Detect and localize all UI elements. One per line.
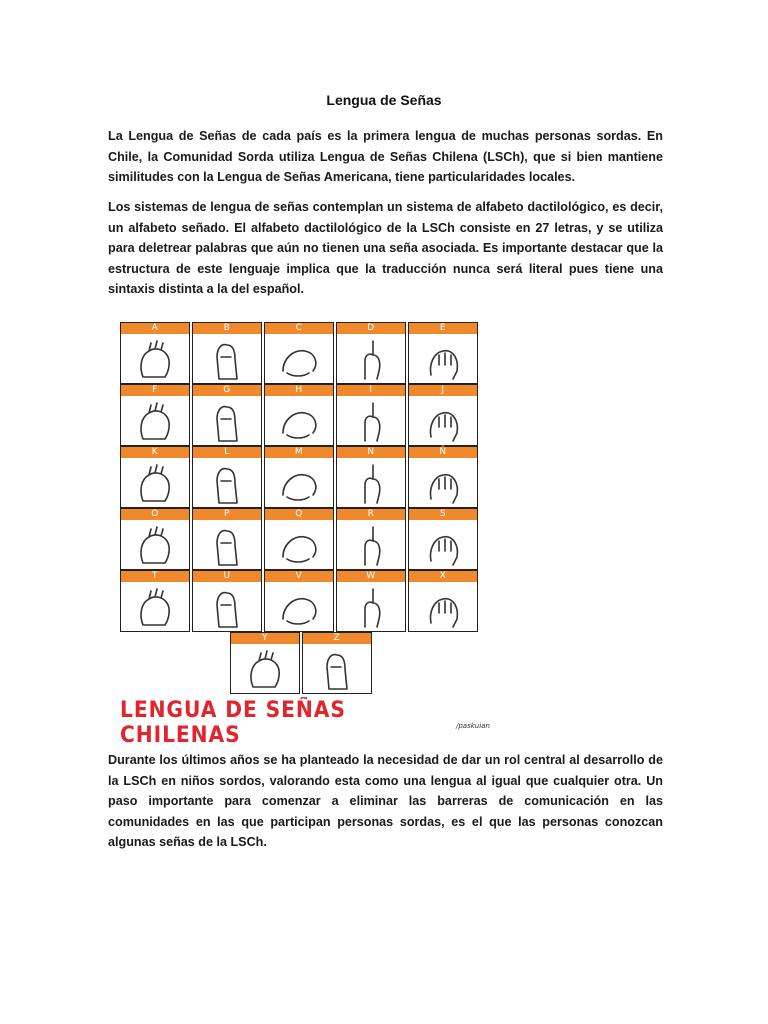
sign-letter-label: O [121,509,189,520]
sign-letter-label: T [121,571,189,582]
sign-cell [120,384,190,446]
hand-sign-icon [201,399,255,443]
sign-letter-label: W [337,571,405,582]
hand-sign-icon [273,337,327,381]
sign-letter-label: S [409,509,477,520]
sign-letter-label: L [193,447,261,458]
sign-letter-label: Z [303,633,371,644]
sign-letter-label: B [193,323,261,334]
paragraph-conclusion: Durante los últimos años se ha planteado la necesidad de dar un rol central al desarrollo de la LSCh en niños sordos, valorando esta como una lengua al igual que cualquier otra. Un paso importante para comenzar a eliminar las barreras de comunicación en las comunidades en las que participan personas sordas, es el que las personas conozcan algunas señas de la LSCh. [108,753,663,849]
sign-cell [120,446,190,508]
paragraph-alphabet: Los sistemas de lengua de señas contemplan un sistema de alfabeto dactilológico, es decir, un alfabeto señado. El alfabeto dactilológico de la LSCh consiste en 27 letras, y se utiliza para deletrear palabras que aún no tienen una seña asociada. Es importante destacar que la estructura de este lenguaje implica que la traducción nunca será literal pues tiene una sintaxis distinta a la del español. [108,200,663,296]
hand-sign-icon [201,461,255,505]
hand-sign-icon [345,461,399,505]
hand-sign-icon [345,585,399,629]
sign-cell [230,632,300,694]
hand-sign-icon [129,461,183,505]
page-title: Lengua de Señas [326,92,442,108]
sign-letter-label: D [337,323,405,334]
sign-letter-label: X [409,571,477,582]
hand-sign-icon [417,585,471,629]
hand-sign-icon [129,585,183,629]
hand-sign-icon [201,523,255,567]
sign-cell [302,632,372,694]
sign-cell [120,508,190,570]
sign-letter-label: V [265,571,333,582]
hand-sign-icon [417,399,471,443]
sign-letter-label: G [193,385,261,396]
hand-sign-icon [417,337,471,381]
sign-cell [120,322,190,384]
sign-cell [264,446,334,508]
hand-sign-icon [273,461,327,505]
hand-sign-icon [239,647,293,691]
sign-cell [264,508,334,570]
hand-sign-icon [201,585,255,629]
hand-sign-icon [273,585,327,629]
chart-banner: LENGUA DE SEÑAS CHILENAS [120,698,346,748]
sign-cell [408,446,478,508]
paragraph-intro: La Lengua de Señas de cada país es la primera lengua de muchas personas sordas. En Chile, la Comunidad Sorda utiliza Lengua de Señas Chilena (LSCh), que si bien mantiene similitudes con la Lengua de Señas Americana, tiene particularidades locales. [108,129,663,184]
hand-sign-icon [129,337,183,381]
sign-letter-label: U [193,571,261,582]
hand-sign-icon [129,399,183,443]
sign-cell [336,446,406,508]
sign-cell [192,384,262,446]
sign-cell [408,508,478,570]
hand-sign-icon [201,337,255,381]
sign-cell [192,570,262,632]
sign-letter-label: Q [265,509,333,520]
sign-cell [192,446,262,508]
sign-cell [336,384,406,446]
hand-sign-icon [273,523,327,567]
hand-sign-icon [345,523,399,567]
sign-letter-label: F [121,385,189,396]
sign-alphabet-chart [110,322,490,748]
sign-cell [408,570,478,632]
sign-cell [408,384,478,446]
hand-sign-icon [345,337,399,381]
hand-sign-icon [417,461,471,505]
sign-letter-label: K [121,447,189,458]
sign-cell [192,322,262,384]
sign-cell [192,508,262,570]
sign-letter-label: E [409,323,477,334]
sign-letter-label: H [265,385,333,396]
hand-sign-icon [345,399,399,443]
sign-cell [336,508,406,570]
sign-letter-label: Ñ [409,447,477,458]
sign-letter-label: I [337,385,405,396]
sign-letter-label: J [409,385,477,396]
sign-cell [264,322,334,384]
hand-sign-icon [129,523,183,567]
sign-letter-label: R [337,509,405,520]
sign-letter-label: P [193,509,261,520]
hand-sign-icon [417,523,471,567]
sign-cell [336,322,406,384]
hand-sign-icon [311,647,365,691]
sign-cell [408,322,478,384]
chart-signature: /paskuian [456,722,490,730]
hand-sign-icon [273,399,327,443]
sign-cell [120,570,190,632]
sign-cell [264,384,334,446]
sign-cell [336,570,406,632]
sign-letter-label: Y [231,633,299,644]
sign-letter-label: M [265,447,333,458]
sign-letter-label: N [337,447,405,458]
sign-letter-label: C [265,323,333,334]
sign-cell [264,570,334,632]
sign-letter-label: A [121,323,189,334]
